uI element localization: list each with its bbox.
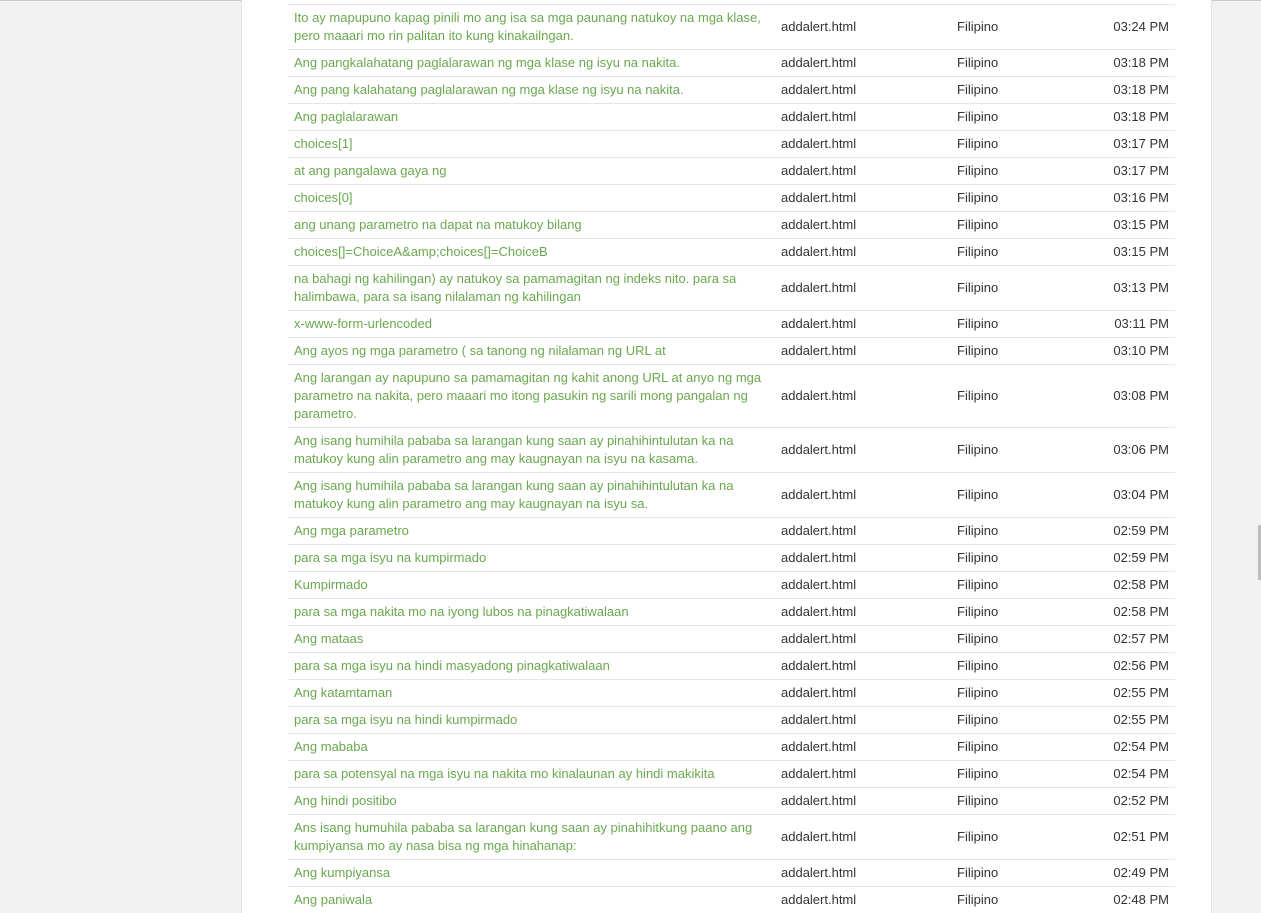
language: Filipino — [951, 311, 1088, 338]
timestamp: 02:52 PM — [1088, 788, 1175, 815]
timestamp: 02:58 PM — [1088, 599, 1175, 626]
string-link[interactable]: Kumpirmado — [288, 572, 775, 599]
timestamp: 03:10 PM — [1088, 338, 1175, 365]
string-link[interactable]: Ang mataas — [288, 626, 775, 653]
language: Filipino — [951, 734, 1088, 761]
language: Filipino — [951, 680, 1088, 707]
language: Filipino — [951, 653, 1088, 680]
timestamp: 03:16 PM — [1088, 185, 1175, 212]
language: Filipino — [951, 788, 1088, 815]
language: Filipino — [951, 365, 1088, 428]
timestamp: 03:17 PM — [1088, 131, 1175, 158]
timestamp: 02:57 PM — [1088, 626, 1175, 653]
string-link[interactable]: choices[]=ChoiceA&amp;choices[]=ChoiceB — [288, 239, 775, 266]
file-name: addalert.html — [775, 518, 951, 545]
table-row — [288, 77, 1175, 104]
string-link[interactable]: Ang mababa — [288, 734, 775, 761]
table-row — [288, 365, 1175, 428]
language: Filipino — [951, 545, 1088, 572]
translations-table-body — [288, 0, 1175, 913]
language: Filipino — [951, 761, 1088, 788]
file-name: addalert.html — [775, 50, 951, 77]
string-link[interactable]: Ang larangan ay napupuno sa pamamagitan ng kahit anong URL at anyo ng mga parametro na nakita, pero maaari mo itong pasukin ng sarili mong pangalan ng parametro. — [288, 365, 775, 428]
file-name: addalert.html — [775, 653, 951, 680]
language: Filipino — [951, 131, 1088, 158]
table-row — [288, 815, 1175, 860]
file-name: addalert.html — [775, 680, 951, 707]
table-row — [288, 185, 1175, 212]
file-name: addalert.html — [775, 428, 951, 473]
language: Filipino — [951, 815, 1088, 860]
timestamp: 03:11 PM — [1088, 311, 1175, 338]
table-row — [288, 428, 1175, 473]
string-link[interactable]: Ang isang humihila pababa sa larangan kung saan ay pinahihintulutan ka na matukoy kung alin parametro ang may kaugnayan na isyu sa. — [288, 473, 775, 518]
string-link[interactable]: ang unang parametro na dapat na matukoy bilang — [288, 212, 775, 239]
string-link[interactable]: para sa potensyal na mga isyu na nakita mo kinalaunan ay hindi makikita — [288, 761, 775, 788]
table-row — [288, 599, 1175, 626]
string-link[interactable]: Ang isang humihila pababa sa larangan kung saan ay pinahihintulutan ka na matukoy kung alin parametro ang may kaugnayan na isyu na kasama. — [288, 428, 775, 473]
string-link[interactable]: para sa mga isyu na kumpirmado — [288, 545, 775, 572]
file-name: addalert.html — [775, 104, 951, 131]
file-name: addalert.html — [775, 473, 951, 518]
file-name: addalert.html — [775, 761, 951, 788]
string-link[interactable]: Ang paniwala — [288, 887, 775, 913]
string-link[interactable]: na bahagi ng kahilingan) ay natukoy sa pamamagitan ng indeks nito. para sa halimbawa, para sa isang nilalaman ng kahilingan — [288, 266, 775, 311]
string-link[interactable]: Ang hindi positibo — [288, 788, 775, 815]
table-row — [288, 860, 1175, 887]
timestamp: 02:56 PM — [1088, 653, 1175, 680]
timestamp: 02:58 PM — [1088, 572, 1175, 599]
file-name: addalert.html — [775, 158, 951, 185]
file-name: addalert.html — [775, 77, 951, 104]
string-link[interactable]: para sa mga isyu na hindi kumpirmado — [288, 707, 775, 734]
file-name: addalert.html — [775, 815, 951, 860]
file-name: addalert.html — [775, 707, 951, 734]
table-row — [288, 545, 1175, 572]
timestamp: 03:13 PM — [1088, 266, 1175, 311]
string-link[interactable]: Ang pang kalahatang paglalarawan ng mga klase ng isyu na nakita. — [288, 77, 775, 104]
table-row — [288, 653, 1175, 680]
language: Filipino — [951, 77, 1088, 104]
file-name: addalert.html — [775, 185, 951, 212]
timestamp: 03:15 PM — [1088, 239, 1175, 266]
table-row — [288, 572, 1175, 599]
content-panel — [241, 0, 1212, 913]
timestamp: 03:18 PM — [1088, 77, 1175, 104]
file-name: addalert.html — [775, 599, 951, 626]
language: Filipino — [951, 185, 1088, 212]
string-link[interactable]: Ang kumpiyansa — [288, 860, 775, 887]
table-row — [288, 338, 1175, 365]
translations-table-wrapper — [288, 0, 1175, 913]
language: Filipino — [951, 212, 1088, 239]
file-name: addalert.html — [775, 239, 951, 266]
table-row — [288, 680, 1175, 707]
string-link[interactable]: Ang katamtaman — [288, 680, 775, 707]
string-link[interactable]: Ang ayos ng mga parametro ( sa tanong ng nilalaman ng URL at — [288, 338, 775, 365]
table-row — [288, 158, 1175, 185]
language: Filipino — [951, 572, 1088, 599]
timestamp: 03:18 PM — [1088, 50, 1175, 77]
timestamp: 02:55 PM — [1088, 707, 1175, 734]
timestamp: 03:24 PM — [1088, 5, 1175, 50]
table-row — [288, 473, 1175, 518]
table-row — [288, 788, 1175, 815]
language: Filipino — [951, 266, 1088, 311]
timestamp: 02:48 PM — [1088, 887, 1175, 913]
table-row — [288, 239, 1175, 266]
table-row — [288, 707, 1175, 734]
translations-table — [288, 0, 1175, 913]
string-link[interactable]: Ang pangkalahatang paglalarawan ng mga klase ng isyu na nakita. — [288, 50, 775, 77]
language: Filipino — [951, 5, 1088, 50]
file-name: addalert.html — [775, 545, 951, 572]
string-link[interactable]: para sa mga isyu na hindi masyadong pinagkatiwalaan — [288, 653, 775, 680]
timestamp: 02:59 PM — [1088, 545, 1175, 572]
table-row — [288, 266, 1175, 311]
language: Filipino — [951, 860, 1088, 887]
table-row — [288, 887, 1175, 913]
file-name: addalert.html — [775, 788, 951, 815]
table-row — [288, 104, 1175, 131]
timestamp: 02:55 PM — [1088, 680, 1175, 707]
page-scrollbar[interactable] — [1256, 0, 1261, 913]
timestamp: 02:54 PM — [1088, 761, 1175, 788]
file-name: addalert.html — [775, 311, 951, 338]
file-name: addalert.html — [775, 860, 951, 887]
timestamp: 03:17 PM — [1088, 158, 1175, 185]
string-link[interactable]: Ito ay mapupuno kapag pinili mo ang isa sa mga paunang natukoy na mga klase, pero maaari mo rin palitan ito kung kinakailngan. — [288, 5, 775, 50]
timestamp: 03:08 PM — [1088, 365, 1175, 428]
language: Filipino — [951, 104, 1088, 131]
table-row — [288, 761, 1175, 788]
file-name: addalert.html — [775, 626, 951, 653]
timestamp: 03:04 PM — [1088, 473, 1175, 518]
file-name: addalert.html — [775, 887, 951, 913]
string-link[interactable]: Ans isang humuhila pababa sa larangan kung saan ay pinahihitkung paano ang kumpiyansa mo ay nasa bisa ng mga hinahanap: — [288, 815, 775, 860]
language: Filipino — [951, 707, 1088, 734]
table-row — [288, 131, 1175, 158]
timestamp: 03:18 PM — [1088, 104, 1175, 131]
file-name: addalert.html — [775, 734, 951, 761]
file-name: addalert.html — [775, 572, 951, 599]
string-link[interactable]: x-www-form-urlencoded — [288, 311, 775, 338]
language: Filipino — [951, 239, 1088, 266]
timestamp: 03:15 PM — [1088, 212, 1175, 239]
file-name: addalert.html — [775, 5, 951, 50]
string-link[interactable]: Ang paglalarawan — [288, 104, 775, 131]
table-row — [288, 5, 1175, 50]
string-link[interactable]: para sa mga nakita mo na iyong lubos na pinagkatiwalaan — [288, 599, 775, 626]
language: Filipino — [951, 50, 1088, 77]
table-row — [288, 311, 1175, 338]
language: Filipino — [951, 428, 1088, 473]
language: Filipino — [951, 626, 1088, 653]
file-name: addalert.html — [775, 212, 951, 239]
timestamp: 02:59 PM — [1088, 518, 1175, 545]
language: Filipino — [951, 338, 1088, 365]
string-link[interactable]: choices[1] — [288, 131, 775, 158]
table-row — [288, 734, 1175, 761]
table-row — [288, 626, 1175, 653]
string-link[interactable]: at ang pangalawa gaya ng — [288, 158, 775, 185]
table-row — [288, 518, 1175, 545]
language: Filipino — [951, 599, 1088, 626]
language: Filipino — [951, 887, 1088, 913]
language: Filipino — [951, 518, 1088, 545]
file-name: addalert.html — [775, 266, 951, 311]
timestamp: 02:49 PM — [1088, 860, 1175, 887]
string-link[interactable]: Ang mga parametro — [288, 518, 775, 545]
language: Filipino — [951, 473, 1088, 518]
file-name: addalert.html — [775, 365, 951, 428]
timestamp: 03:06 PM — [1088, 428, 1175, 473]
string-link[interactable]: choices[0] — [288, 185, 775, 212]
language: Filipino — [951, 158, 1088, 185]
file-name: addalert.html — [775, 131, 951, 158]
timestamp: 02:54 PM — [1088, 734, 1175, 761]
table-row — [288, 212, 1175, 239]
file-name: addalert.html — [775, 338, 951, 365]
table-row — [288, 50, 1175, 77]
timestamp: 02:51 PM — [1088, 815, 1175, 860]
